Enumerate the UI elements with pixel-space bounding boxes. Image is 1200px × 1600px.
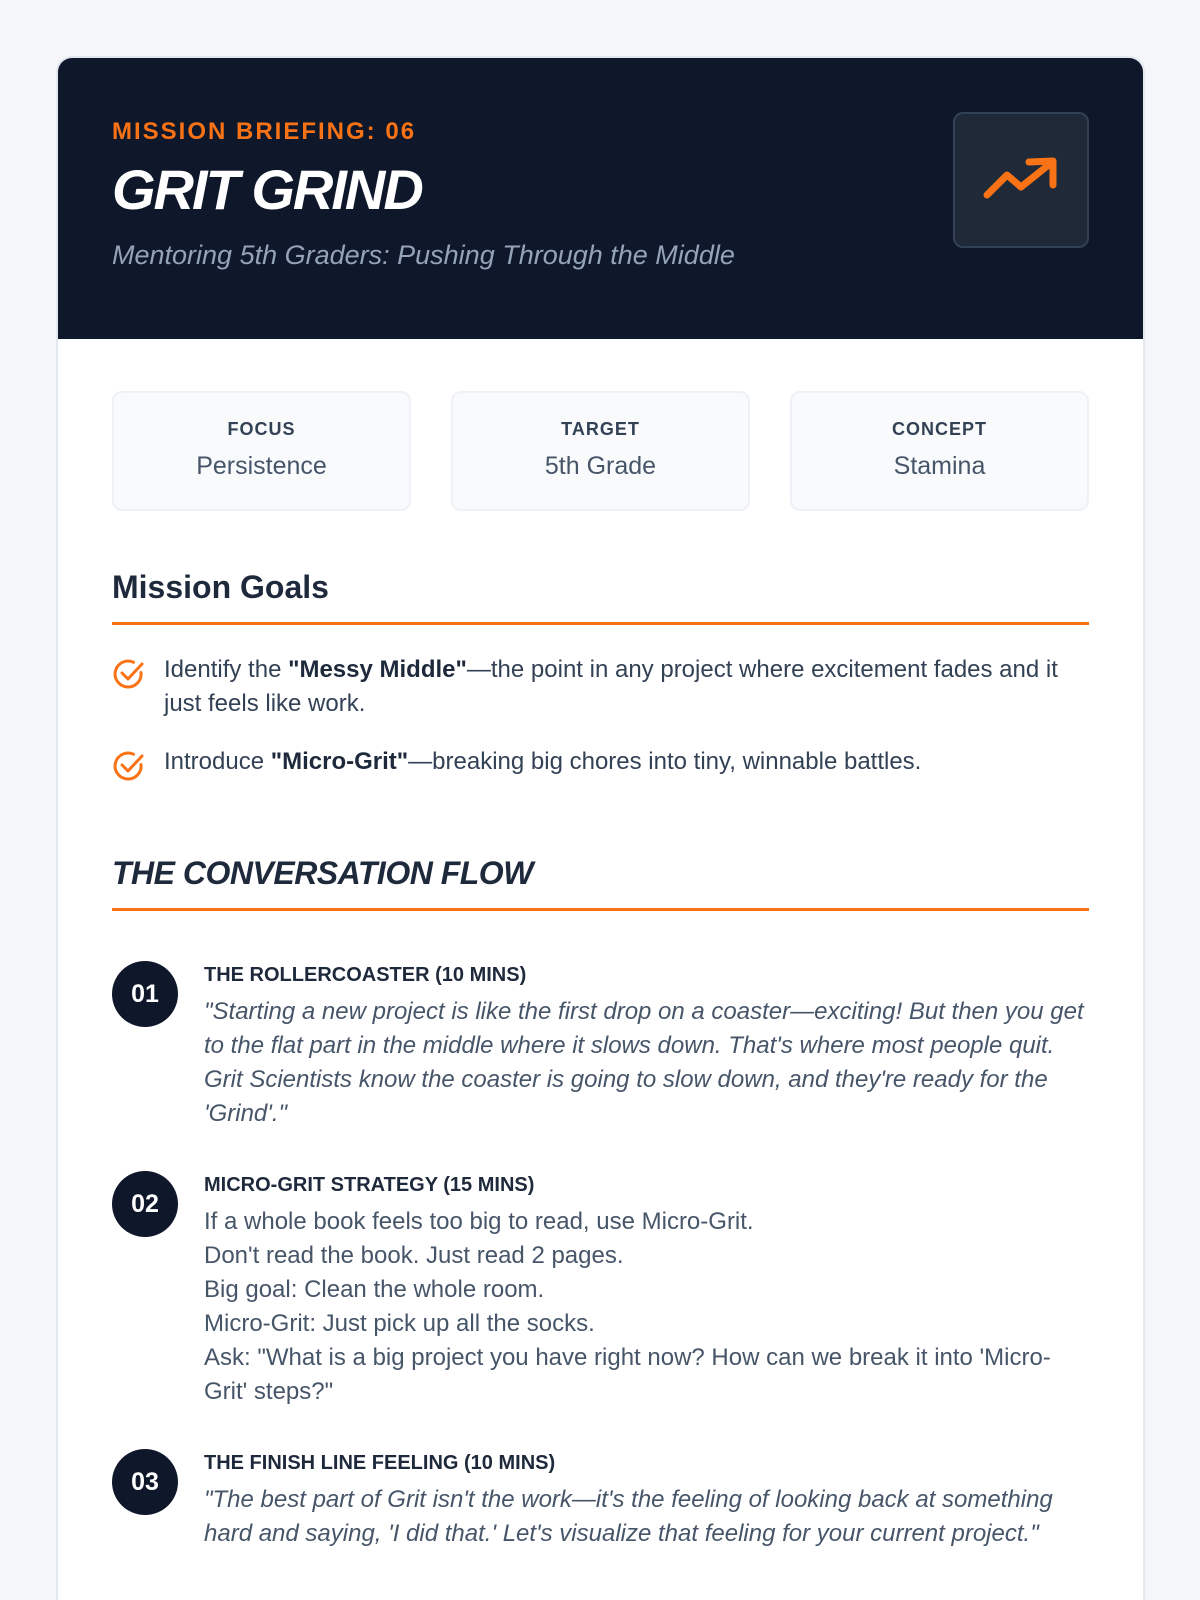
- goal-item: [112, 745, 1089, 793]
- step-title: THE ROLLERCOASTER (10 MINS): [204, 964, 527, 986]
- stat-label: CONCEPT: [891, 419, 987, 439]
- step-quote: "The best part of Grit isn't the work—it's the feeling of looking back at something hard and saying, 'I did that.' Let's visualize that feeling for your current project.": [204, 1486, 1053, 1547]
- stat-focus: [112, 391, 411, 511]
- header-banner: [58, 58, 1143, 339]
- briefing-card: [56, 56, 1145, 1600]
- flow-steps: [112, 961, 1089, 1551]
- step-line: If a whole book feels too big to read, use Micro-Grit.: [204, 1208, 754, 1235]
- flow-step: [112, 1171, 1089, 1409]
- mission-eyebrow: MISSION BRIEFING: 06: [112, 118, 417, 145]
- goal-text: Identify the "Messy Middle"—the point in any project where excitement fades and it just feels like work.: [164, 656, 1058, 717]
- step-line: Ask: "What is a big project you have right now? How can we break it into 'Micro-Grit' steps?": [204, 1344, 1051, 1405]
- flow-step: [112, 1449, 1089, 1551]
- step-title: THE FINISH LINE FEELING (10 MINS): [204, 1452, 556, 1474]
- stat-value: Persistence: [196, 452, 327, 480]
- header-icon-box: [953, 112, 1089, 248]
- step-line: Big goal: Clean the whole room.: [204, 1276, 545, 1303]
- goal-text: Introduce "Micro-Grit"—breaking big chores into tiny, winnable battles.: [164, 748, 922, 775]
- flow-heading: THE CONVERSATION FLOW: [112, 855, 1089, 911]
- stat-value: Stamina: [893, 452, 986, 480]
- step-line: Don't read the book. Just read 2 pages.: [204, 1242, 624, 1269]
- trending-up-icon: [983, 157, 1059, 203]
- step-line: Micro-Grit: Just pick up all the socks.: [204, 1310, 595, 1337]
- flow-step: [112, 961, 1089, 1131]
- stat-value: 5th Grade: [544, 452, 657, 480]
- page-title: GRIT GRIND: [112, 158, 422, 221]
- goals-heading: Mission Goals: [112, 569, 1089, 625]
- stat-label: TARGET: [561, 419, 640, 439]
- stats-row: [112, 391, 1089, 511]
- check-circle-icon: [112, 745, 164, 793]
- step-number: 02: [112, 1171, 178, 1237]
- goals-list: [112, 653, 1089, 793]
- stat-concept: [790, 391, 1089, 511]
- step-number: 01: [112, 961, 178, 1027]
- goal-item: [112, 653, 1089, 721]
- check-circle-icon: [112, 653, 164, 701]
- stat-label: FOCUS: [227, 419, 296, 439]
- page-subtitle: Mentoring 5th Graders: Pushing Through the Middle: [112, 240, 735, 270]
- step-quote: "Starting a new project is like the first drop on a coaster—exciting! But then you get to the flat part in the middle where it slows down. That's where most people quit. Grit Scientists know the coaster is going to slow down, and they're ready for the 'Grind'.": [204, 998, 1084, 1127]
- step-number: 03: [112, 1449, 178, 1515]
- step-title: MICRO-GRIT STRATEGY (15 MINS): [204, 1174, 535, 1196]
- stat-target: [451, 391, 750, 511]
